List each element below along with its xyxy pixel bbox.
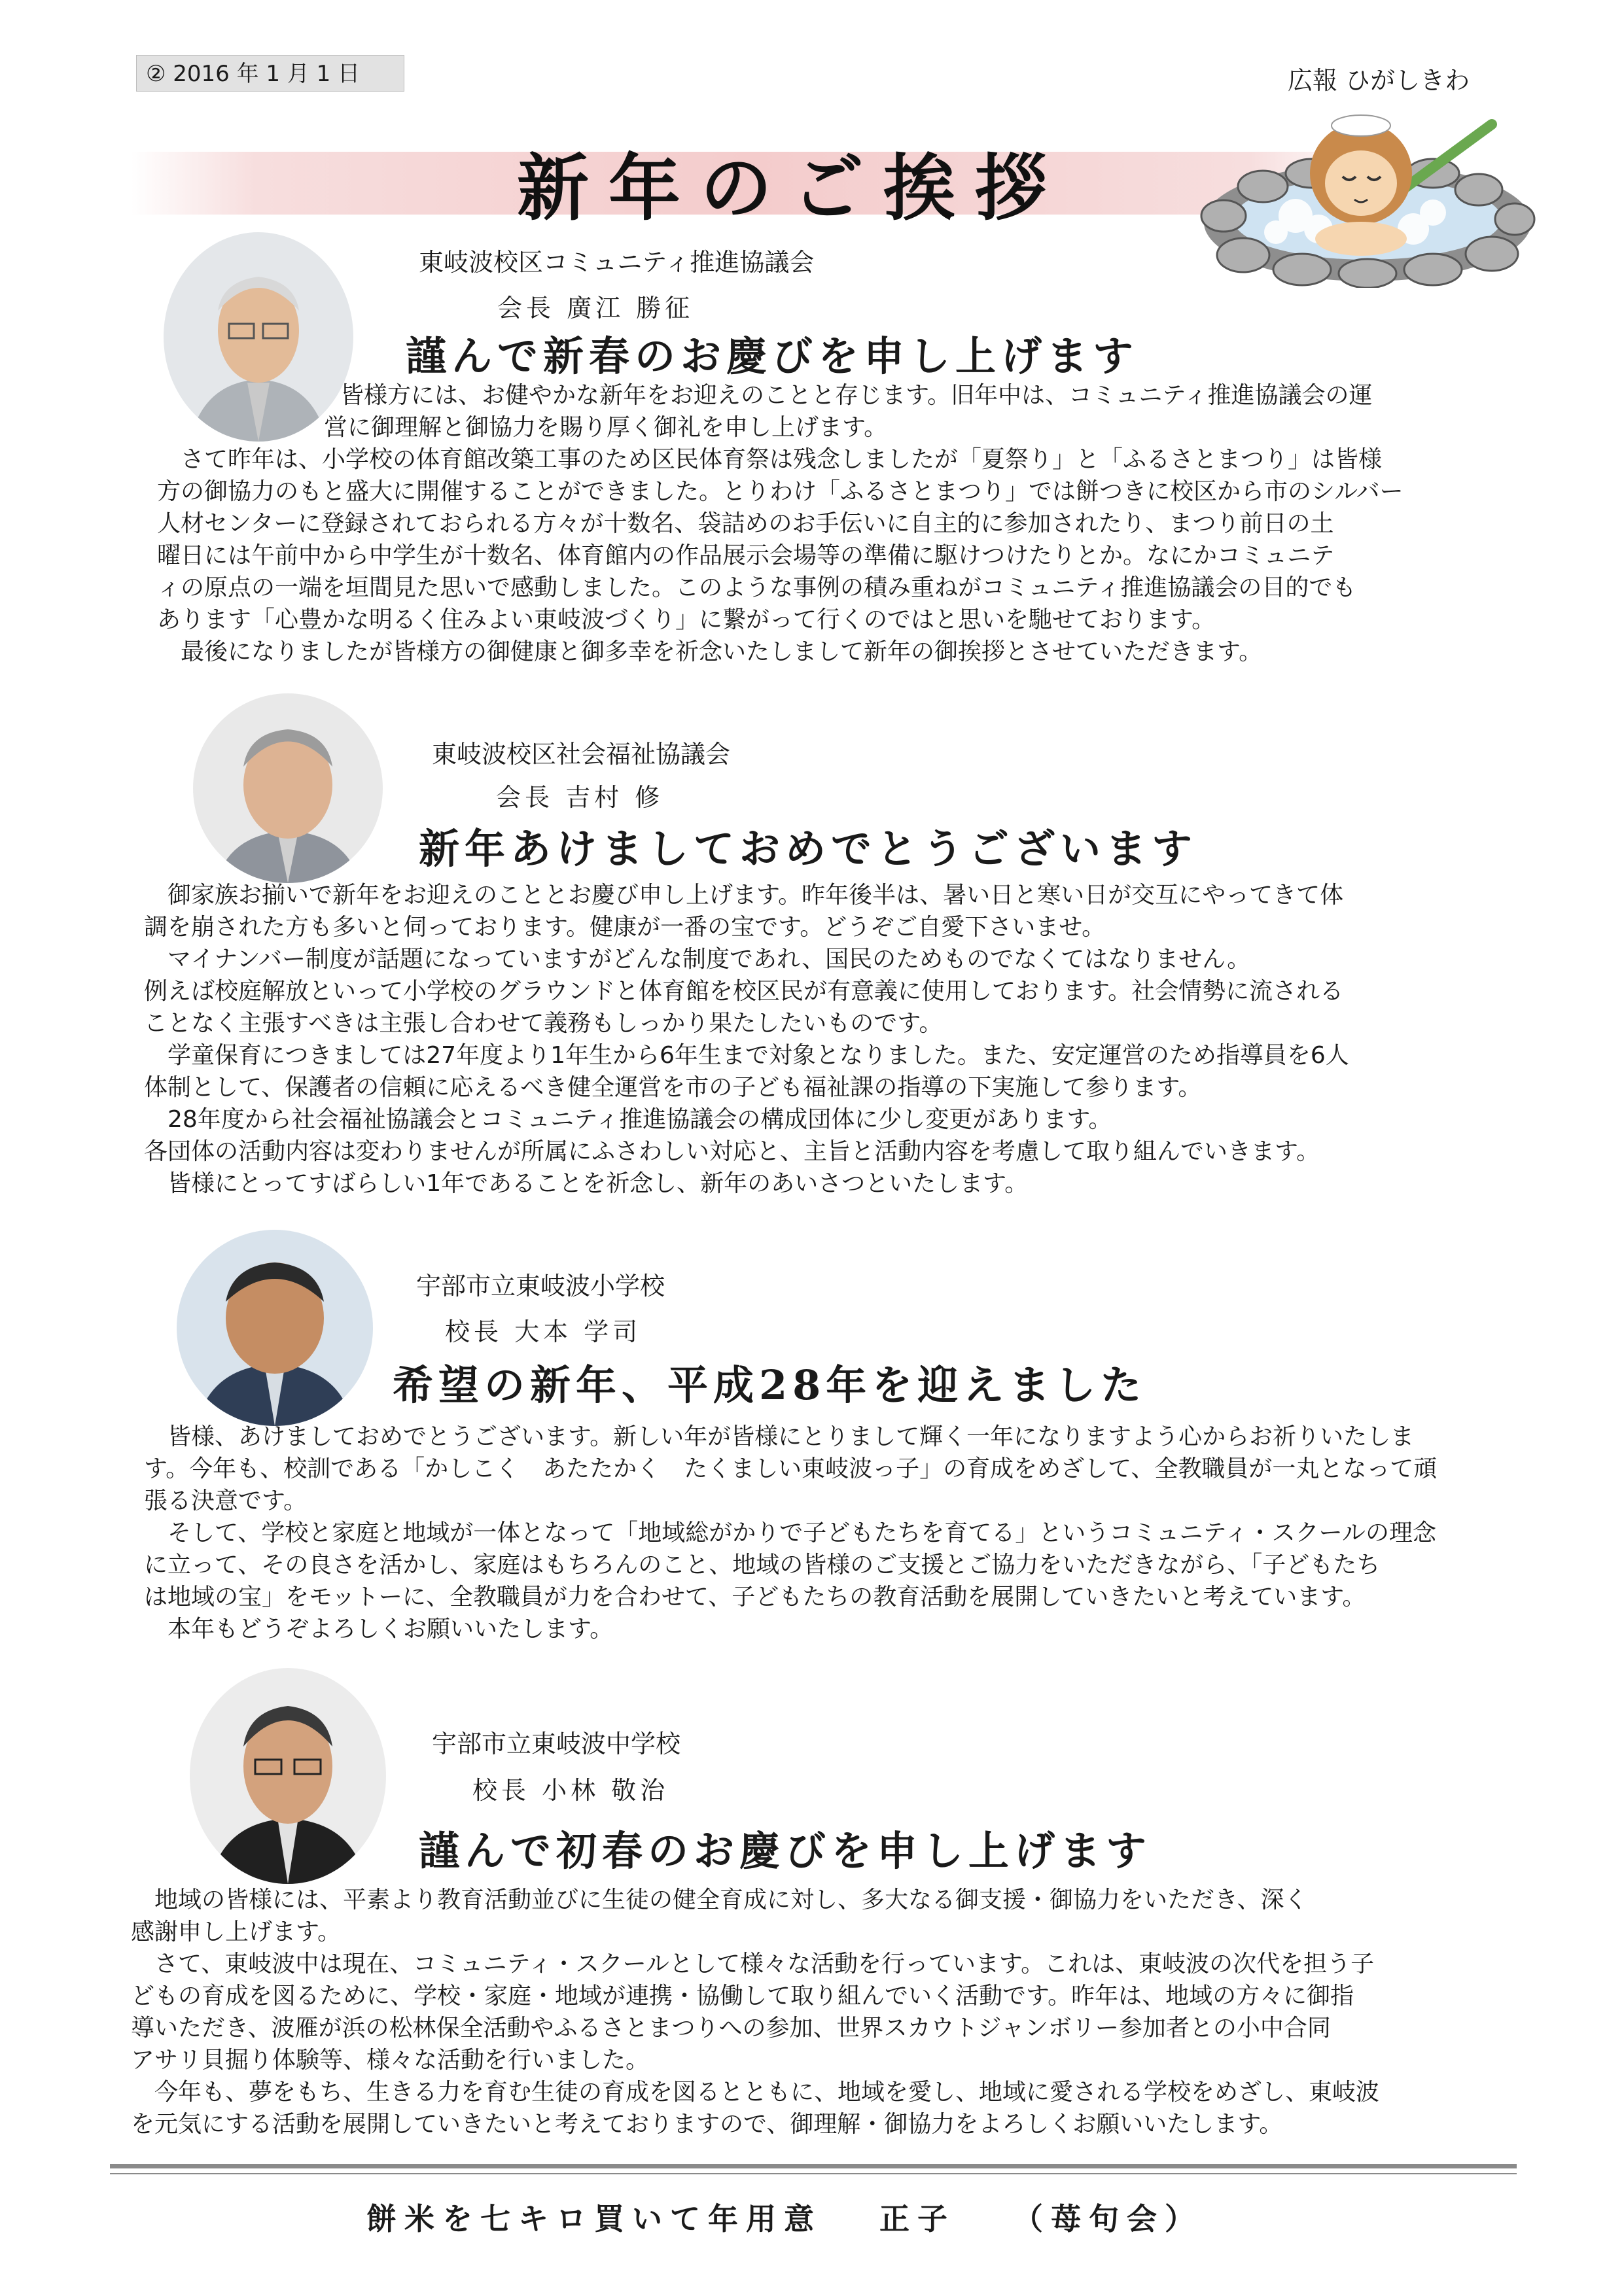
body-line: 各団体の活動内容は変わりませんが所属にふさわしい対応と、主旨と活動内容を考慮して取り組んでいきます。	[144, 1138, 1320, 1165]
body-line: 28年度から社会福祉協議会とコミュニティ推進協議会の構成団体に少し変更があります。	[144, 1106, 1112, 1133]
footer-haiku	[366, 2195, 1242, 2238]
body-line: 方の御協力のもと盛大に開催することができました。とりわけ「ふるさとまつり」では餅つきに校区から市のシルバー	[157, 478, 1403, 505]
body-line: 営に御理解と御協力を賜り厚く御礼を申し上げます。	[324, 414, 888, 441]
body-line: 地域の皆様には、平素より教育活動並びに生徒の健全育成に対し、多大なる御支援・御協力をいただき、深く	[131, 1887, 1308, 1913]
body-line: は地域の宝」をモットーに、全教職員が力を合わせて、子どもたちの教育活動を展開していきたいと考えています。	[144, 1584, 1366, 1610]
footer-divider-thin	[110, 2173, 1517, 2174]
body-line: に立って、その良さを活かし、家庭はもちろんのこと、地域の皆様のご支援とご協力をいただきながら、「子どもたち	[144, 1552, 1381, 1578]
body-line: あります「心豊かな明るく住みよい東岐波づくり」に繋がって行くのではと思いを馳せております。	[157, 606, 1216, 633]
haiku-group: （苺句会）	[1013, 2201, 1203, 2236]
body-line: 最後になりましたが皆様方の御健康と御多幸を祈念いたしまして新年の御挨拶とさせていただきます。	[157, 638, 1263, 665]
body-line: を元気にする活動を展開していきたいと考えておりますので、御理解・御協力をよろしくお願いいたします。	[131, 2111, 1283, 2138]
portrait-photo-yoshimura	[193, 693, 383, 883]
role-name: 会長 廣江 勝征	[497, 294, 694, 322]
body-line: 皆様にとってすばらしい1年であることを祈念し、新年のあいさつといたします。	[144, 1170, 1029, 1197]
footer-divider	[110, 2164, 1517, 2168]
body-line: 曜日には午前中から中学生が十数名、体育館内の作品展示会場等の準備に駆けつけたりとか。なにかコミュニテ	[157, 542, 1335, 569]
portrait-photo-omoto	[177, 1230, 373, 1426]
body-line: 御家族お揃いで新年をお迎えのこととお慶び申し上げます。昨年後半は、暑い日と寒い日が交互にやってきて体	[144, 882, 1344, 909]
body-line: ことなく主張すべきは主張し合わせて義務もしっかり果たしたいものです。	[144, 1010, 943, 1037]
body-line: 人材センターに登録されておられる方々が十数名、袋詰めのお手伝いに自主的に参加されたり、まつり前日の土	[157, 510, 1334, 537]
body-line: 例えば校庭解放といって小学校のグラウンドと体育館を校区民が有意義に使用しております。社会情勢に流される	[144, 978, 1344, 1005]
org-name: 宇部市立東岐波小学校	[416, 1272, 665, 1300]
body-line: どもの育成を図るために、学校・家庭・地域が連携・協働して取り組んでいく活動です。昨年は、地域の方々に御指	[131, 1983, 1354, 2009]
haiku-author: 正子	[879, 2201, 956, 2236]
org-name: 宇部市立東岐波中学校	[432, 1730, 681, 1758]
body-line: 導いただき、波雁が浜の松林保全活動やふるさとまつりへの参加、世界スカウトジャンボリー参加者との小中合同	[131, 2015, 1331, 2042]
org-name: 東岐波校区社会福祉協議会	[432, 740, 731, 769]
body-line: 感謝申し上げます。	[131, 1919, 342, 1945]
main-title: 新年のご挨拶	[517, 146, 1067, 230]
section-body	[144, 1421, 1437, 1645]
body-line: す。今年も、校訓である「かしこく あたたかく たくましい東岐波っ子」の育成をめざして、全教職員が一丸となって頑	[144, 1455, 1438, 1482]
section-headline: 謹んで新春のお慶びを申し上げます	[406, 332, 1139, 380]
body-line: 本年もどうぞよろしくお願いいたします。	[144, 1616, 614, 1643]
body-line: 皆様方には、お健やかな新年をお迎えのことと存じます。旧年中は、コミュニティ推進協議会の運	[340, 382, 1373, 409]
section-body	[144, 879, 1349, 1200]
body-line: アサリ貝掘り体験等、様々な活動を行いました。	[131, 2047, 650, 2074]
body-line: さて昨年は、小学校の体育館改築工事のため区民体育祭は残念しましたが「夏祭り」と「ふるさとまつり」は皆様	[157, 446, 1383, 473]
body-line: 皆様、あけましておめでとうございます。新しい年が皆様にとりまして輝く一年になりますよう心からお祈りいたしま	[144, 1423, 1415, 1450]
haiku-verse: 餅米を七キロ買いて年用意	[366, 2201, 822, 2236]
onsen-monkey-illustration	[1197, 98, 1538, 288]
role-name: 校長 小林 敬治	[472, 1776, 669, 1805]
section-body	[131, 1884, 1379, 2140]
section-body	[157, 379, 1403, 668]
role-name: 校長 大本 学司	[445, 1317, 642, 1346]
body-line: 調を崩された方も多いと伺っております。健康が一番の宝です。どうぞご自愛下さいませ。	[144, 914, 1106, 941]
body-line: そして、学校と家庭と地域が一体となって「地域総がかりで子どもたちを育てる」というコミュニティ・スクールの理念	[144, 1520, 1436, 1546]
portrait-photo-kobayashi	[190, 1668, 386, 1884]
body-line: マイナンバー制度が話題になっていますがどんな制度であれ、国民のためものでなくてはなりません。	[144, 946, 1251, 973]
body-line: 学童保育につきましては27年度より1年生から6年生まで対象となりました。また、安定運営のため指導員を6人	[144, 1042, 1349, 1069]
body-line: 体制として、保護者の信頼に応えるべき健全運営を市の子ども福祉課の指導の下実施して参ります。	[144, 1074, 1202, 1101]
org-name: 東岐波校区コミュニティ推進協議会	[419, 248, 815, 277]
section-headline: 新年あけましておめでとうございます	[419, 825, 1198, 873]
body-line: ィの原点の一端を垣間見た思いで感動しました。このような事例の積み重ねがコミュニティ推進協議会の目的でも	[157, 574, 1356, 601]
section-headline: 謹んで初春のお慶びを申し上げます	[419, 1827, 1152, 1875]
body-line: さて、東岐波中は現在、コミュニティ・スクールとして様々な活動を行っています。これは、東岐波の次代を担う子	[131, 1951, 1375, 1977]
page-number-date: ② 2016 年 1 月 1 日	[136, 55, 404, 92]
section-headline: 希望の新年、平成28年を迎えました	[393, 1361, 1147, 1409]
body-line: 張る決意です。	[144, 1487, 308, 1514]
newsletter-name: 広報 ひがしきわ	[1288, 66, 1470, 95]
role-name: 会長 吉村 修	[496, 783, 664, 812]
body-line: 今年も、夢をもち、生きる力を育む生徒の育成を図るとともに、地域を愛し、地域に愛される学校をめざし、東岐波	[131, 2079, 1380, 2106]
